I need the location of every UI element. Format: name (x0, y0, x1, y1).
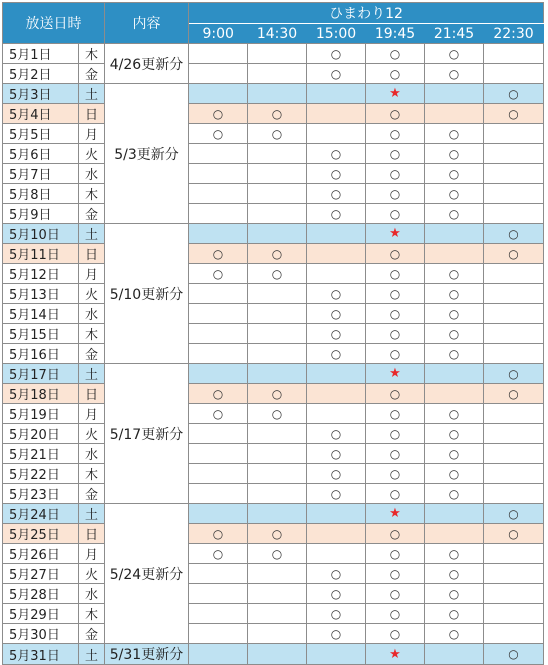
empty-slot (307, 524, 366, 544)
scheduled-mark: ○ (425, 204, 484, 224)
header-time: 14:30 (248, 24, 307, 44)
scheduled-mark: ○ (425, 284, 484, 304)
weekday-cell: 金 (79, 344, 105, 364)
weekday-cell: 水 (79, 164, 105, 184)
empty-slot (189, 344, 248, 364)
schedule-row (3, 604, 544, 624)
update-content-cell: 5/10更新分 (105, 224, 189, 364)
empty-slot (248, 144, 307, 164)
schedule-row (3, 44, 544, 64)
empty-slot (189, 284, 248, 304)
date-cell: 5月9日 (3, 204, 79, 224)
premiere-star-icon: ★ (366, 224, 425, 244)
scheduled-mark: ○ (366, 184, 425, 204)
scheduled-mark: ○ (307, 564, 366, 584)
schedule-row (3, 504, 544, 524)
empty-slot (484, 324, 544, 344)
weekday-cell: 水 (79, 444, 105, 464)
weekday-cell: 土 (79, 504, 105, 524)
schedule-row (3, 204, 544, 224)
empty-slot (484, 264, 544, 284)
scheduled-mark: ○ (425, 344, 484, 364)
update-content-cell: 5/24更新分 (105, 504, 189, 644)
schedule-row (3, 624, 544, 644)
schedule-row (3, 244, 544, 264)
weekday-cell: 木 (79, 324, 105, 344)
empty-slot (189, 324, 248, 344)
empty-slot (307, 404, 366, 424)
empty-slot (484, 64, 544, 84)
scheduled-mark: ○ (366, 584, 425, 604)
date-cell: 5月13日 (3, 284, 79, 304)
weekday-cell: 木 (79, 44, 105, 64)
date-cell: 5月7日 (3, 164, 79, 184)
empty-slot (189, 144, 248, 164)
premiere-star-icon: ★ (366, 364, 425, 384)
scheduled-mark: ○ (189, 124, 248, 144)
empty-slot (248, 564, 307, 584)
schedule-row (3, 404, 544, 424)
scheduled-mark: ○ (425, 624, 484, 644)
schedule-row (3, 284, 544, 304)
empty-slot (189, 604, 248, 624)
schedule-row (3, 324, 544, 344)
empty-slot (189, 424, 248, 444)
schedule-row (3, 364, 544, 384)
date-cell: 5月19日 (3, 404, 79, 424)
weekday-cell: 月 (79, 124, 105, 144)
scheduled-mark: ○ (366, 384, 425, 404)
empty-slot (484, 204, 544, 224)
scheduled-mark: ○ (366, 524, 425, 544)
empty-slot (189, 304, 248, 324)
scheduled-mark: ○ (307, 44, 366, 64)
scheduled-mark: ○ (366, 64, 425, 84)
date-cell: 5月24日 (3, 504, 79, 524)
weekday-cell: 月 (79, 264, 105, 284)
scheduled-mark: ○ (425, 44, 484, 64)
empty-slot (484, 344, 544, 364)
date-cell: 5月3日 (3, 84, 79, 104)
empty-slot (484, 464, 544, 484)
schedule-row (3, 224, 544, 244)
scheduled-mark: ○ (484, 644, 544, 665)
empty-slot (307, 384, 366, 404)
empty-slot (425, 244, 484, 264)
schedule-row (3, 524, 544, 544)
scheduled-mark: ○ (425, 144, 484, 164)
empty-slot (307, 84, 366, 104)
empty-slot (425, 224, 484, 244)
scheduled-mark: ○ (366, 284, 425, 304)
empty-slot (425, 84, 484, 104)
empty-slot (307, 504, 366, 524)
empty-slot (248, 164, 307, 184)
empty-slot (189, 184, 248, 204)
empty-slot (189, 64, 248, 84)
update-content-cell: 4/26更新分 (105, 44, 189, 84)
empty-slot (248, 624, 307, 644)
date-cell: 5月2日 (3, 64, 79, 84)
scheduled-mark: ○ (189, 264, 248, 284)
empty-slot (307, 544, 366, 564)
schedule-row (3, 464, 544, 484)
empty-slot (484, 124, 544, 144)
empty-slot (189, 584, 248, 604)
schedule-row (3, 444, 544, 464)
date-cell: 5月28日 (3, 584, 79, 604)
date-cell: 5月15日 (3, 324, 79, 344)
empty-slot (189, 44, 248, 64)
scheduled-mark: ○ (189, 104, 248, 124)
empty-slot (248, 304, 307, 324)
date-cell: 5月31日 (3, 644, 79, 665)
header-time: 9:00 (189, 24, 248, 44)
empty-slot (307, 364, 366, 384)
scheduled-mark: ○ (248, 244, 307, 264)
scheduled-mark: ○ (366, 424, 425, 444)
scheduled-mark: ○ (425, 424, 484, 444)
empty-slot (189, 224, 248, 244)
schedule-row (3, 344, 544, 364)
empty-slot (484, 424, 544, 444)
scheduled-mark: ○ (484, 364, 544, 384)
weekday-cell: 水 (79, 584, 105, 604)
empty-slot (307, 244, 366, 264)
date-cell: 5月4日 (3, 104, 79, 124)
empty-slot (248, 224, 307, 244)
empty-slot (307, 264, 366, 284)
empty-slot (189, 644, 248, 665)
scheduled-mark: ○ (189, 404, 248, 424)
scheduled-mark: ○ (248, 524, 307, 544)
scheduled-mark: ○ (425, 564, 484, 584)
empty-slot (248, 444, 307, 464)
schedule-row (3, 184, 544, 204)
empty-slot (189, 444, 248, 464)
scheduled-mark: ○ (366, 464, 425, 484)
weekday-cell: 月 (79, 404, 105, 424)
empty-slot (484, 304, 544, 324)
empty-slot (189, 504, 248, 524)
scheduled-mark: ○ (307, 584, 366, 604)
date-cell: 5月8日 (3, 184, 79, 204)
empty-slot (484, 184, 544, 204)
schedule-body (3, 44, 544, 665)
scheduled-mark: ○ (366, 324, 425, 344)
weekday-cell: 火 (79, 144, 105, 164)
scheduled-mark: ○ (307, 204, 366, 224)
scheduled-mark: ○ (484, 84, 544, 104)
scheduled-mark: ○ (307, 144, 366, 164)
scheduled-mark: ○ (366, 164, 425, 184)
scheduled-mark: ○ (366, 244, 425, 264)
premiere-star-icon: ★ (366, 504, 425, 524)
update-content-cell: 5/31更新分 (105, 644, 189, 665)
date-cell: 5月20日 (3, 424, 79, 444)
schedule-row (3, 164, 544, 184)
schedule-row (3, 484, 544, 504)
schedule-row (3, 124, 544, 144)
scheduled-mark: ○ (366, 104, 425, 124)
empty-slot (484, 444, 544, 464)
scheduled-mark: ○ (425, 604, 484, 624)
empty-slot (248, 584, 307, 604)
scheduled-mark: ○ (484, 224, 544, 244)
weekday-cell: 火 (79, 284, 105, 304)
empty-slot (484, 484, 544, 504)
empty-slot (484, 624, 544, 644)
schedule-row (3, 564, 544, 584)
date-cell: 5月29日 (3, 604, 79, 624)
scheduled-mark: ○ (366, 44, 425, 64)
empty-slot (425, 504, 484, 524)
date-cell: 5月26日 (3, 544, 79, 564)
scheduled-mark: ○ (366, 544, 425, 564)
date-cell: 5月1日 (3, 44, 79, 64)
scheduled-mark: ○ (425, 404, 484, 424)
empty-slot (425, 104, 484, 124)
header-time: 15:00 (307, 24, 366, 44)
scheduled-mark: ○ (425, 64, 484, 84)
scheduled-mark: ○ (425, 584, 484, 604)
schedule-row (3, 144, 544, 164)
empty-slot (425, 364, 484, 384)
weekday-cell: 日 (79, 244, 105, 264)
empty-slot (484, 44, 544, 64)
weekday-cell: 日 (79, 104, 105, 124)
empty-slot (248, 364, 307, 384)
empty-slot (425, 384, 484, 404)
scheduled-mark: ○ (366, 484, 425, 504)
scheduled-mark: ○ (307, 424, 366, 444)
date-cell: 5月5日 (3, 124, 79, 144)
empty-slot (248, 284, 307, 304)
scheduled-mark: ○ (248, 384, 307, 404)
scheduled-mark: ○ (366, 604, 425, 624)
empty-slot (307, 124, 366, 144)
empty-slot (248, 64, 307, 84)
empty-slot (248, 424, 307, 444)
date-cell: 5月10日 (3, 224, 79, 244)
empty-slot (248, 464, 307, 484)
date-cell: 5月23日 (3, 484, 79, 504)
scheduled-mark: ○ (425, 544, 484, 564)
scheduled-mark: ○ (366, 264, 425, 284)
scheduled-mark: ○ (425, 324, 484, 344)
weekday-cell: 日 (79, 524, 105, 544)
empty-slot (307, 104, 366, 124)
broadcast-schedule-table (2, 2, 544, 665)
empty-slot (484, 164, 544, 184)
weekday-cell: 水 (79, 304, 105, 324)
weekday-cell: 日 (79, 384, 105, 404)
empty-slot (248, 184, 307, 204)
scheduled-mark: ○ (189, 544, 248, 564)
empty-slot (248, 344, 307, 364)
header-time: 21:45 (425, 24, 484, 44)
date-cell: 5月6日 (3, 144, 79, 164)
empty-slot (189, 564, 248, 584)
header-date-label: 放送日時 (3, 3, 105, 44)
scheduled-mark: ○ (189, 384, 248, 404)
schedule-row (3, 64, 544, 84)
scheduled-mark: ○ (248, 404, 307, 424)
date-cell: 5月17日 (3, 364, 79, 384)
schedule-row (3, 584, 544, 604)
empty-slot (189, 204, 248, 224)
empty-slot (248, 324, 307, 344)
empty-slot (189, 484, 248, 504)
scheduled-mark: ○ (307, 324, 366, 344)
premiere-star-icon: ★ (366, 644, 425, 665)
date-cell: 5月12日 (3, 264, 79, 284)
scheduled-mark: ○ (425, 124, 484, 144)
empty-slot (484, 584, 544, 604)
schedule-row (3, 424, 544, 444)
empty-slot (189, 624, 248, 644)
date-cell: 5月18日 (3, 384, 79, 404)
scheduled-mark: ○ (484, 504, 544, 524)
date-cell: 5月27日 (3, 564, 79, 584)
weekday-cell: 木 (79, 464, 105, 484)
weekday-cell: 木 (79, 604, 105, 624)
weekday-cell: 金 (79, 624, 105, 644)
scheduled-mark: ○ (484, 104, 544, 124)
weekday-cell: 土 (79, 84, 105, 104)
scheduled-mark: ○ (425, 464, 484, 484)
scheduled-mark: ○ (366, 304, 425, 324)
scheduled-mark: ○ (484, 524, 544, 544)
schedule-row (3, 644, 544, 665)
weekday-cell: 火 (79, 424, 105, 444)
empty-slot (248, 504, 307, 524)
scheduled-mark: ○ (307, 444, 366, 464)
date-cell: 5月16日 (3, 344, 79, 364)
scheduled-mark: ○ (307, 64, 366, 84)
date-cell: 5月14日 (3, 304, 79, 324)
premiere-star-icon: ★ (366, 84, 425, 104)
scheduled-mark: ○ (248, 264, 307, 284)
empty-slot (248, 484, 307, 504)
schedule-row (3, 264, 544, 284)
empty-slot (189, 84, 248, 104)
empty-slot (189, 364, 248, 384)
header-time: 19:45 (366, 24, 425, 44)
empty-slot (484, 544, 544, 564)
scheduled-mark: ○ (307, 304, 366, 324)
scheduled-mark: ○ (366, 624, 425, 644)
scheduled-mark: ○ (366, 344, 425, 364)
weekday-cell: 土 (79, 644, 105, 665)
weekday-cell: 木 (79, 184, 105, 204)
scheduled-mark: ○ (366, 404, 425, 424)
scheduled-mark: ○ (307, 184, 366, 204)
scheduled-mark: ○ (189, 244, 248, 264)
scheduled-mark: ○ (307, 604, 366, 624)
scheduled-mark: ○ (484, 244, 544, 264)
scheduled-mark: ○ (425, 444, 484, 464)
date-cell: 5月21日 (3, 444, 79, 464)
date-cell: 5月25日 (3, 524, 79, 544)
empty-slot (484, 284, 544, 304)
empty-slot (189, 164, 248, 184)
scheduled-mark: ○ (366, 204, 425, 224)
empty-slot (425, 524, 484, 544)
schedule-row (3, 84, 544, 104)
scheduled-mark: ○ (366, 144, 425, 164)
scheduled-mark: ○ (307, 344, 366, 364)
empty-slot (484, 564, 544, 584)
schedule-row (3, 384, 544, 404)
weekday-cell: 土 (79, 224, 105, 244)
scheduled-mark: ○ (366, 564, 425, 584)
weekday-cell: 金 (79, 204, 105, 224)
date-cell: 5月30日 (3, 624, 79, 644)
scheduled-mark: ○ (425, 304, 484, 324)
scheduled-mark: ○ (248, 104, 307, 124)
empty-slot (484, 144, 544, 164)
empty-slot (189, 464, 248, 484)
header-time: 22:30 (484, 24, 544, 44)
empty-slot (248, 84, 307, 104)
schedule-row (3, 304, 544, 324)
schedule-row (3, 544, 544, 564)
update-content-cell: 5/17更新分 (105, 364, 189, 504)
scheduled-mark: ○ (366, 444, 425, 464)
header-content-label: 内容 (105, 3, 189, 44)
empty-slot (307, 644, 366, 665)
weekday-cell: 金 (79, 484, 105, 504)
empty-slot (248, 204, 307, 224)
header-channel-label: ひまわり12 (189, 3, 544, 24)
empty-slot (248, 604, 307, 624)
scheduled-mark: ○ (248, 124, 307, 144)
scheduled-mark: ○ (248, 544, 307, 564)
scheduled-mark: ○ (425, 164, 484, 184)
weekday-cell: 火 (79, 564, 105, 584)
empty-slot (307, 224, 366, 244)
scheduled-mark: ○ (307, 484, 366, 504)
empty-slot (484, 404, 544, 424)
scheduled-mark: ○ (484, 384, 544, 404)
date-cell: 5月22日 (3, 464, 79, 484)
scheduled-mark: ○ (307, 624, 366, 644)
empty-slot (248, 44, 307, 64)
scheduled-mark: ○ (366, 124, 425, 144)
empty-slot (425, 644, 484, 665)
weekday-cell: 金 (79, 64, 105, 84)
scheduled-mark: ○ (425, 264, 484, 284)
schedule-row (3, 104, 544, 124)
empty-slot (248, 644, 307, 665)
scheduled-mark: ○ (307, 164, 366, 184)
scheduled-mark: ○ (189, 524, 248, 544)
scheduled-mark: ○ (425, 184, 484, 204)
date-cell: 5月11日 (3, 244, 79, 264)
weekday-cell: 土 (79, 364, 105, 384)
scheduled-mark: ○ (425, 484, 484, 504)
scheduled-mark: ○ (307, 284, 366, 304)
weekday-cell: 月 (79, 544, 105, 564)
scheduled-mark: ○ (307, 464, 366, 484)
empty-slot (484, 604, 544, 624)
update-content-cell: 5/3更新分 (105, 84, 189, 224)
